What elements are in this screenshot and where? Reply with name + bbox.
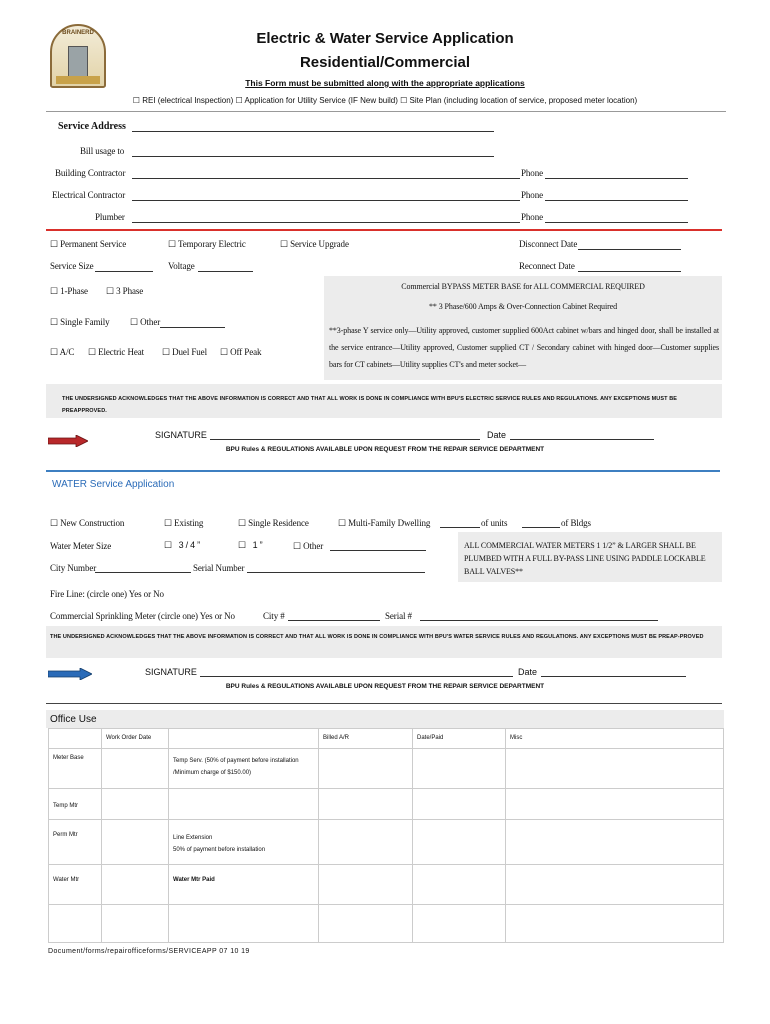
service-address-label: Service Address — [58, 121, 126, 132]
service-size-field[interactable] — [95, 262, 153, 272]
water-section-heading: WATER Service Application — [52, 479, 175, 490]
table-header — [49, 729, 102, 749]
table-header: Misc — [506, 729, 724, 749]
serial-number-field[interactable] — [247, 563, 425, 573]
cell[interactable] — [506, 749, 724, 789]
table-row — [49, 865, 724, 905]
serial-hash-field[interactable] — [420, 611, 658, 621]
duel-fuel-checkbox[interactable]: ☐ Duel Fuel — [162, 347, 207, 357]
bypass-note-1: Commercial BYPASS METER BASE for ALL COMMERCIAL REQUIRED — [401, 282, 645, 291]
cell[interactable] — [506, 789, 724, 820]
cell[interactable] — [413, 865, 506, 905]
row-label: Water Mtr — [49, 865, 102, 905]
row-label: Temp Mtr — [49, 789, 102, 820]
cell[interactable] — [102, 905, 169, 943]
plumber-phone-field[interactable] — [545, 213, 688, 223]
single-residence-checkbox[interactable]: ☐ Single Residence — [238, 518, 309, 528]
office-use-header — [46, 710, 724, 728]
row-note: Line Extension 50% of payment before installation — [169, 820, 319, 865]
cell[interactable] — [102, 789, 169, 820]
table-row — [49, 749, 724, 789]
electric-date-field[interactable] — [510, 430, 654, 440]
permanent-service-checkbox[interactable]: ☐ Permanent Service — [50, 239, 127, 249]
serial-number-label: Serial Number — [193, 563, 245, 573]
one-inch-checkbox[interactable]: ☐ 1” — [238, 540, 265, 550]
bldgs-label: of Bldgs — [561, 518, 591, 528]
cell[interactable] — [506, 905, 724, 943]
disconnect-date-label: Disconnect Date — [519, 239, 578, 249]
cell[interactable] — [506, 865, 724, 905]
electric-signature-field[interactable] — [210, 430, 480, 440]
existing-checkbox[interactable]: ☐ Existing — [164, 518, 204, 528]
city-number-field[interactable] — [95, 563, 191, 573]
water-signature-label: SIGNATURE — [145, 667, 197, 677]
electric-date-label: Date — [487, 430, 507, 440]
electric-acknowledgement-box — [46, 384, 722, 418]
row-note — [169, 905, 319, 943]
row-label — [49, 905, 102, 943]
table-row — [49, 789, 724, 820]
building-contractor-field[interactable] — [132, 169, 520, 179]
commercial-water-note-box — [458, 532, 722, 582]
table-header: Billed A/R — [319, 729, 413, 749]
table-row — [49, 905, 724, 943]
water-other-field[interactable] — [330, 541, 426, 551]
table-header — [169, 729, 319, 749]
blue-arrow-icon — [48, 667, 92, 679]
new-construction-checkbox[interactable]: ☐ New Construction — [50, 518, 125, 528]
units-label: of units — [481, 518, 508, 528]
plumber-field[interactable] — [132, 213, 520, 223]
three-phase-checkbox[interactable]: ☐ 3 Phase — [106, 286, 144, 296]
blue-divider — [46, 470, 720, 472]
cell[interactable] — [319, 749, 413, 789]
one-phase-checkbox[interactable]: ☐ 1-Phase — [50, 286, 88, 296]
phone-label: Phone — [521, 212, 544, 222]
reconnect-date-label: Reconnect Date — [519, 261, 575, 271]
form-subtitle-type: Residential/Commercial — [299, 54, 471, 71]
row-label: Meter Base — [49, 749, 102, 789]
red-divider — [46, 229, 722, 231]
building-phone-field[interactable] — [545, 169, 688, 179]
row-label: Perm Mtr — [49, 820, 102, 865]
other-field[interactable] — [160, 318, 225, 328]
electrical-contractor-field[interactable] — [132, 191, 520, 201]
service-address-field[interactable] — [132, 122, 494, 132]
bill-usage-field[interactable] — [132, 147, 494, 157]
service-size-label: Service Size — [50, 261, 94, 271]
voltage-field[interactable] — [198, 262, 253, 272]
red-arrow-icon — [48, 434, 88, 446]
water-acknowledgement: THE UNDERSIGNED ACKNOWLEDGES THAT THE ABOVE INFORMATION IS CORRECT AND THAT ALL WORK IS DONE IN COMPLIANCE WITH BPU'S WATER SERVICE RULES AND REGULATIONS. ANY EXCEPTIONS MUST BE PREAP-PROVED — [50, 634, 704, 640]
cell[interactable] — [319, 789, 413, 820]
row-note: Water Mtr Paid — [169, 865, 319, 905]
bill-usage-label: Bill usage to — [80, 146, 125, 156]
single-family-checkbox[interactable]: ☐ Single Family — [50, 317, 110, 327]
water-acknowledgement-box — [46, 626, 722, 658]
cell[interactable] — [319, 905, 413, 943]
office-use-heading: Office Use — [50, 714, 97, 725]
cell[interactable] — [413, 820, 506, 865]
required-docs-checklist: ☐ REI (electrical Inspection) ☐ Application for Utility Service (IF New build) ☐ Site Plan (including location of service, proposed meter location) — [132, 96, 638, 105]
cell[interactable] — [506, 820, 724, 865]
sprinkling-meter-question[interactable]: Commercial Sprinkling Meter (circle one) Yes or No — [50, 611, 235, 621]
temporary-electric-checkbox[interactable]: ☐ Temporary Electric — [168, 239, 246, 249]
water-other-checkbox[interactable]: ☐ Other — [293, 541, 324, 551]
electric-rules-note: BPU Rules & REGULATIONS AVAILABLE UPON REQUEST FROM THE REPAIR SERVICE DEPARTMENT — [225, 446, 545, 453]
phone-label: Phone — [521, 168, 544, 178]
electric-heat-checkbox[interactable]: ☐ Electric Heat — [88, 347, 145, 357]
voltage-label: Voltage — [168, 261, 195, 271]
cell[interactable] — [319, 865, 413, 905]
multi-family-checkbox[interactable]: ☐ Multi-Family Dwelling — [338, 518, 431, 528]
water-rules-note: BPU Rules & REGULATIONS AVAILABLE UPON REQUEST FROM THE REPAIR SERVICE DEPARTMENT — [225, 683, 545, 690]
reconnect-date-field[interactable] — [578, 262, 681, 272]
water-date-label: Date — [518, 667, 538, 677]
cell[interactable] — [102, 820, 169, 865]
electrical-contractor-label: Electrical Contractor — [52, 190, 126, 200]
bldgs-field[interactable] — [522, 518, 560, 528]
bypass-note-3: **3-phase Y service only—Utility approved, customer supplied 600Act cabinet w/bars and hinged door, shall be installed at the service entrance—Utility approved, Customer supplied CT / Secondary cabinet with hinged door—Customer supplies bars for CT cabinets—Utility supplies CT's and meter socket— — [329, 326, 719, 369]
commercial-water-note: ALL COMMERCIAL WATER METERS 1 1/2” & LARGER SHALL BE PLUMBED WITH A FULL BY-PASS LINE USING PADDLE LOCKABLE BALL VALVES** — [464, 541, 706, 576]
cell[interactable] — [319, 820, 413, 865]
meter-size-label: Water Meter Size — [50, 541, 112, 551]
cell[interactable] — [413, 789, 506, 820]
ac-checkbox[interactable]: ☐ A/C — [50, 347, 75, 357]
cell[interactable] — [102, 749, 169, 789]
city-hash-label: City # — [263, 611, 285, 621]
table-header: Date/Paid — [413, 729, 506, 749]
form-title: Electric & Water Service Application — [256, 30, 514, 47]
row-note: Temp Serv. (50% of payment before installation /Minimum charge of $150.00) — [169, 749, 319, 789]
disconnect-date-field[interactable] — [578, 240, 681, 250]
row-note — [169, 789, 319, 820]
city-number-label: City Number — [50, 563, 97, 573]
building-contractor-label: Building Contractor — [55, 168, 126, 178]
table-row — [49, 820, 724, 865]
off-peak-checkbox[interactable]: ☐ Off Peak — [220, 347, 262, 357]
serial-hash-label: Serial # — [385, 611, 412, 621]
city-hash-field[interactable] — [288, 611, 380, 621]
plumber-label: Plumber — [95, 212, 125, 222]
fire-line-question[interactable]: Fire Line: (circle one) Yes or No — [50, 589, 164, 599]
electric-acknowledgement: THE UNDERSIGNED ACKNOWLEDGES THAT THE ABOVE INFORMATION IS CORRECT AND THAT ALL WORK IS DONE IN COMPLIANCE WITH BPU'S ELECTRIC SERVICE RULES AND REGULATIONS. ANY EXCEPTIONS MUST BE PREAPPROVED. — [62, 396, 678, 414]
logo-text: BRAINERD — [62, 30, 94, 36]
cell[interactable] — [413, 905, 506, 943]
office-use-table — [48, 728, 724, 943]
cell[interactable] — [102, 865, 169, 905]
electrical-phone-field[interactable] — [545, 191, 688, 201]
units-field[interactable] — [440, 518, 480, 528]
submit-note: This Form must be submitted along with the appropriate applications — [245, 78, 525, 88]
table-header: Work Order Date — [102, 729, 169, 749]
document-path: Document/forms/repairofficeforms/SERVICEAPP 07 10 19 — [48, 948, 250, 955]
other-checkbox[interactable]: ☐ Other — [130, 317, 161, 327]
water-signature-field[interactable] — [200, 667, 513, 677]
phone-label: Phone — [521, 190, 544, 200]
bypass-note-box — [324, 276, 722, 380]
three-quarter-checkbox[interactable]: ☐ 3/4” — [164, 540, 203, 550]
cell[interactable] — [413, 749, 506, 789]
service-upgrade-checkbox[interactable]: ☐ Service Upgrade — [280, 239, 349, 249]
bypass-note-2: ** 3 Phase/600 Amps & Over-Connection Cabinet Required — [429, 302, 617, 311]
electric-signature-label: SIGNATURE — [155, 430, 207, 440]
water-date-field[interactable] — [541, 667, 686, 677]
